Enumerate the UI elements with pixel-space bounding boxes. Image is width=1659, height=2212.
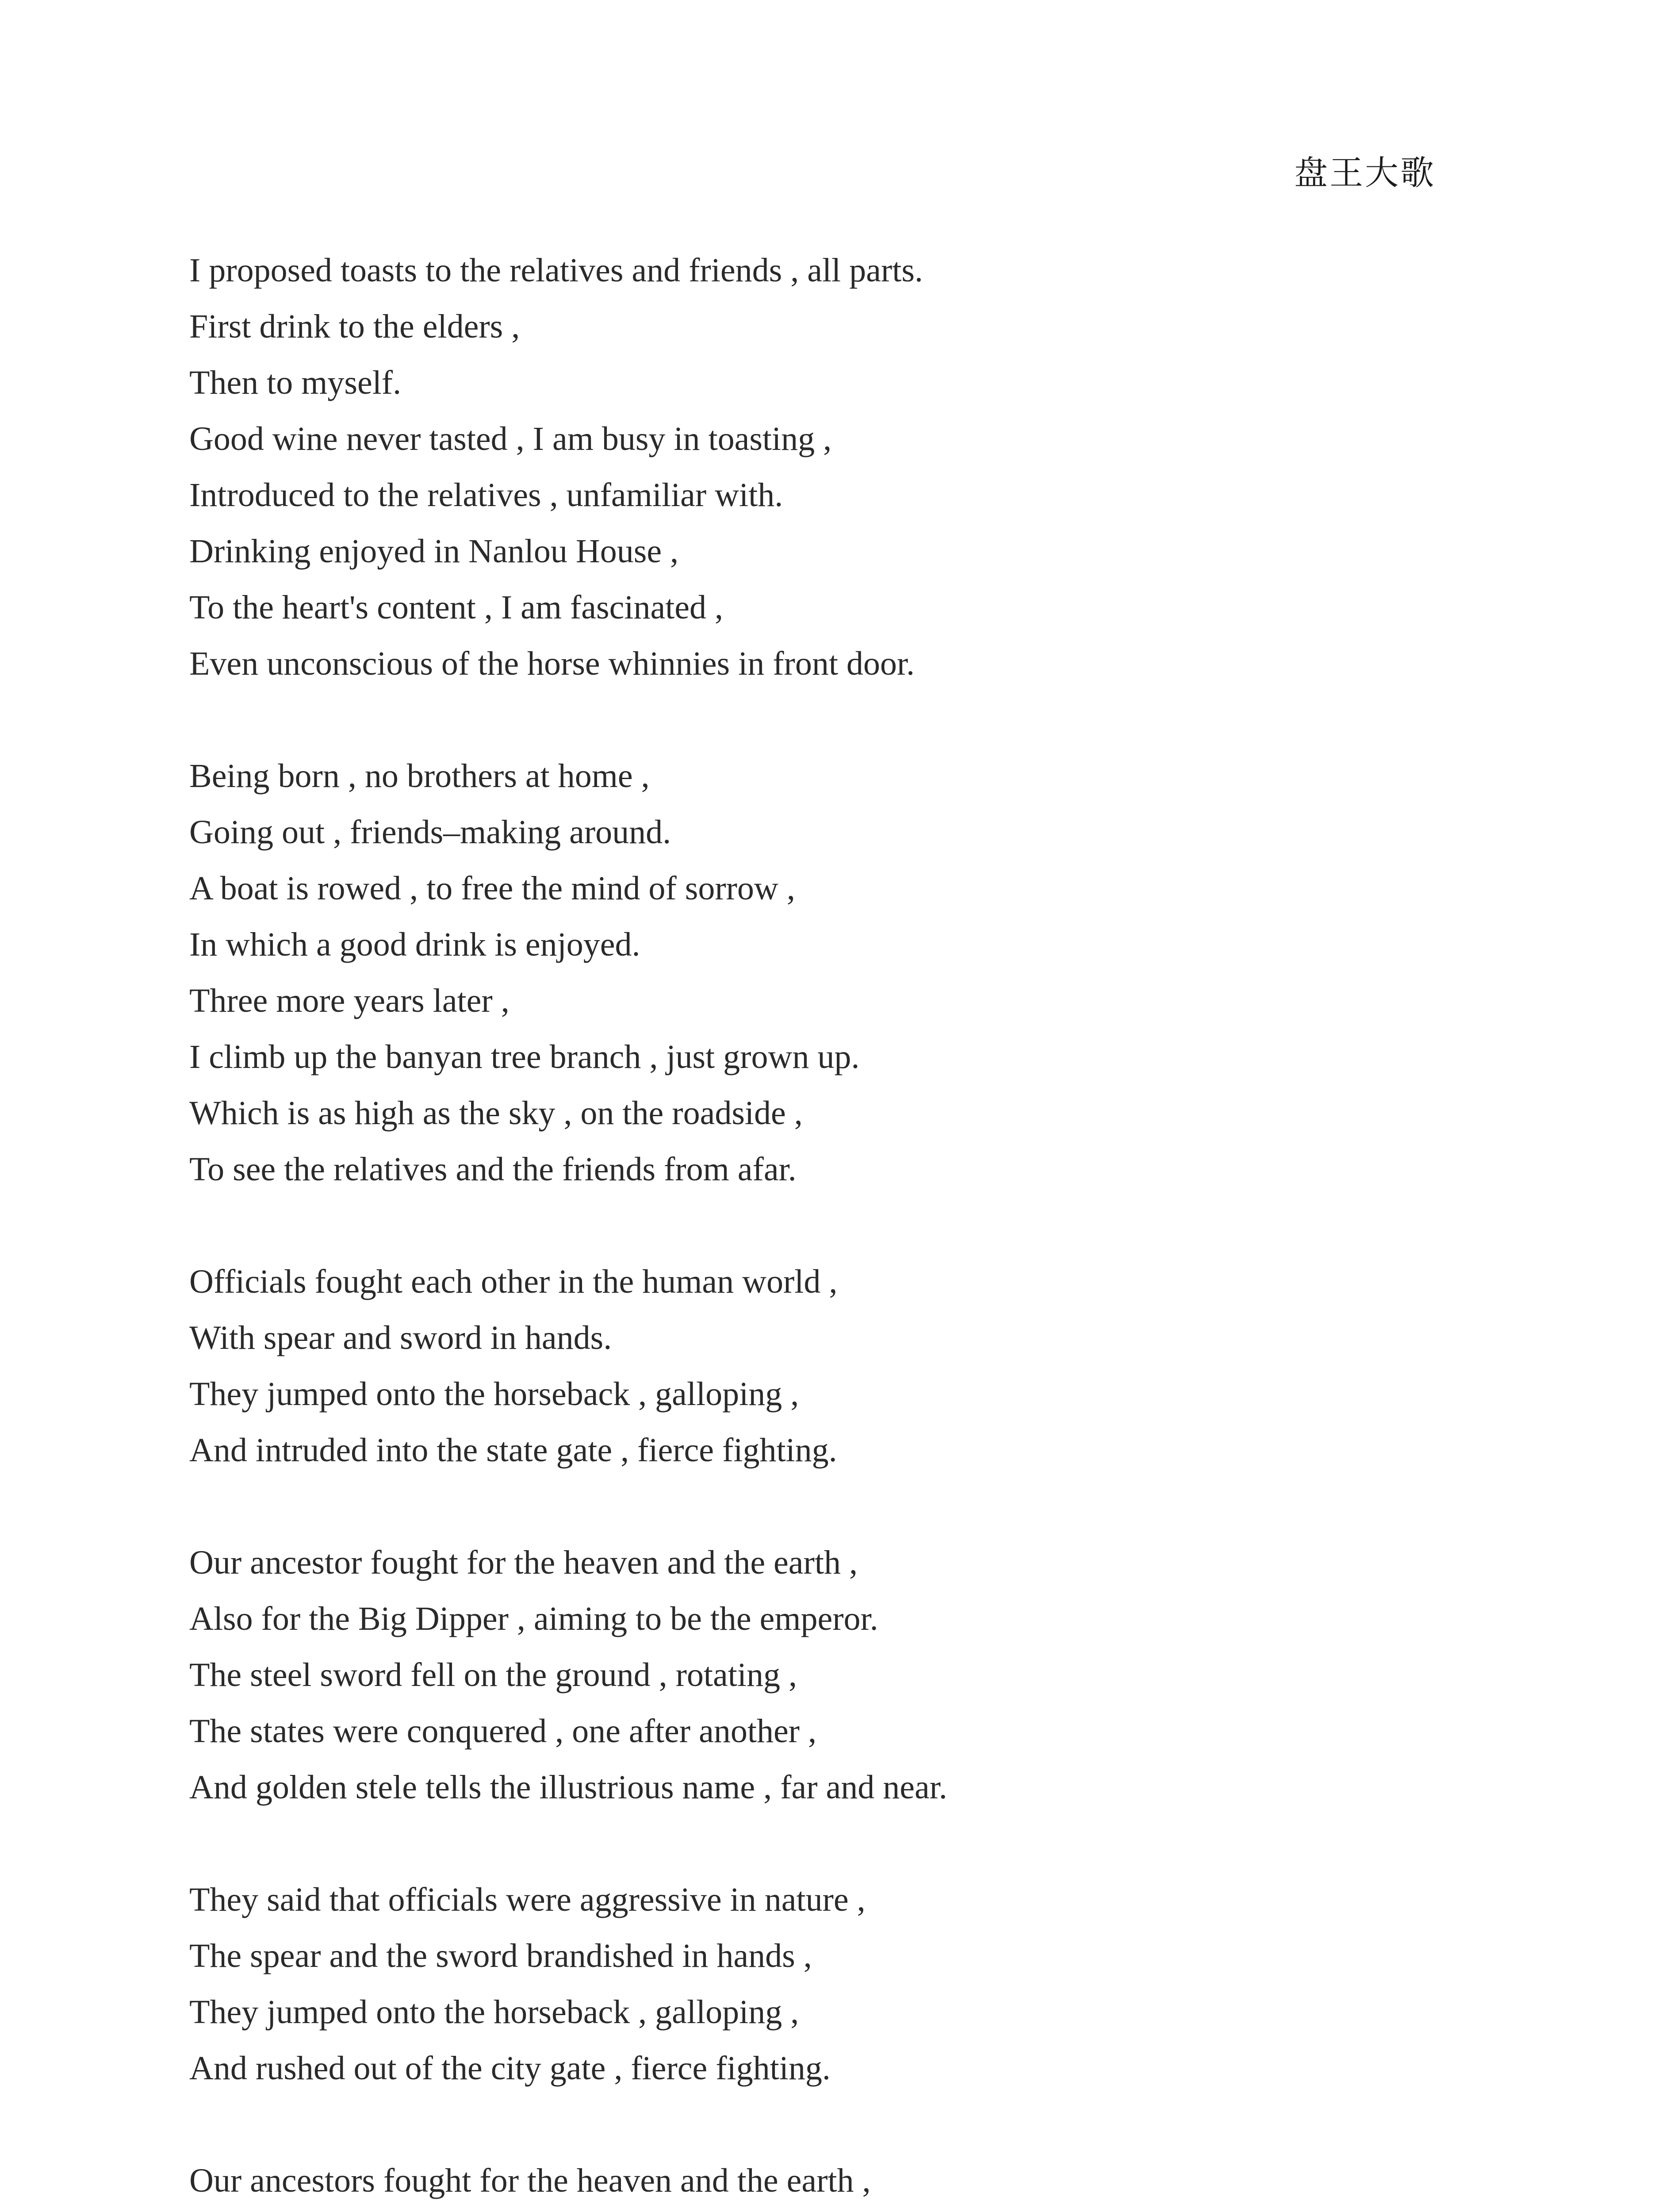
poem-line: Three more years later , — [189, 982, 510, 1019]
stanza-2 — [189, 748, 1472, 1198]
poem-line: The steel sword fell on the ground , rotating , — [189, 1656, 797, 1694]
poem-line: Our ancestor fought for the heaven and the earth , — [189, 1544, 858, 1581]
poem-line: Good wine never tasted , I am busy in toasting , — [189, 420, 832, 457]
poem-line: To see the relatives and the friends from afar. — [189, 1151, 797, 1188]
poem-line: Then to myself. — [189, 364, 402, 401]
poem-line: The spear and the sword brandished in hands , — [189, 1937, 812, 1974]
poem-line: They jumped onto the horseback , galloping , — [189, 1993, 799, 2031]
stanza-1 — [189, 242, 1472, 692]
poem-line: Being born , no brothers at home , — [189, 757, 650, 795]
poem-line: Introduced to the relatives , unfamiliar with. — [189, 476, 783, 514]
stanza-3 — [189, 1254, 1472, 1479]
stanza-4 — [189, 1535, 1472, 1816]
running-head-title: 盘王大歌 — [1294, 153, 1436, 192]
poem-line: I climb up the banyan tree branch , just grown up. — [189, 1038, 860, 1075]
stanza-5 — [189, 1872, 1472, 2097]
poem-line: With spear and sword in hands. — [189, 1319, 612, 1356]
poem-line: Officials fought each other in the human world , — [189, 1263, 838, 1300]
poem-line: And golden stele tells the illustrious name , far and near. — [189, 1769, 947, 1806]
poem-line: They said that officials were aggressive in nature , — [189, 1881, 866, 1918]
poem-line: In which a good drink is enjoyed. — [189, 926, 640, 963]
poem-line: And intruded into the state gate , fierce fighting. — [189, 1432, 837, 1469]
stanza-6 — [189, 2153, 1472, 2209]
poem-line: I proposed toasts to the relatives and friends , all parts. — [189, 252, 923, 289]
poem-line: Drinking enjoyed in Nanlou House , — [189, 533, 679, 570]
poem-line: Also for the Big Dipper , aiming to be the emperor. — [189, 1600, 878, 1637]
poem-line: Even unconscious of the horse whinnies in front door. — [189, 645, 915, 682]
poem-line: To the heart's content , I am fascinated , — [189, 589, 724, 626]
poem-line: The states were conquered , one after another , — [189, 1713, 816, 1750]
poem-line: Going out , friends–making around. — [189, 814, 671, 851]
poem-line: They jumped onto the horseback , galloping , — [189, 1375, 799, 1413]
poem-line: Our ancestors fought for the heaven and the earth , — [189, 2162, 871, 2199]
poem-line: First drink to the elders , — [189, 308, 520, 345]
poem-line: And rushed out of the city gate , fierce fighting. — [189, 2050, 831, 2087]
poem-line: A boat is rowed , to free the mind of sorrow , — [189, 870, 795, 907]
poem-line: Which is as high as the sky , on the roadside , — [189, 1094, 803, 1132]
poem-body — [189, 242, 1472, 2209]
